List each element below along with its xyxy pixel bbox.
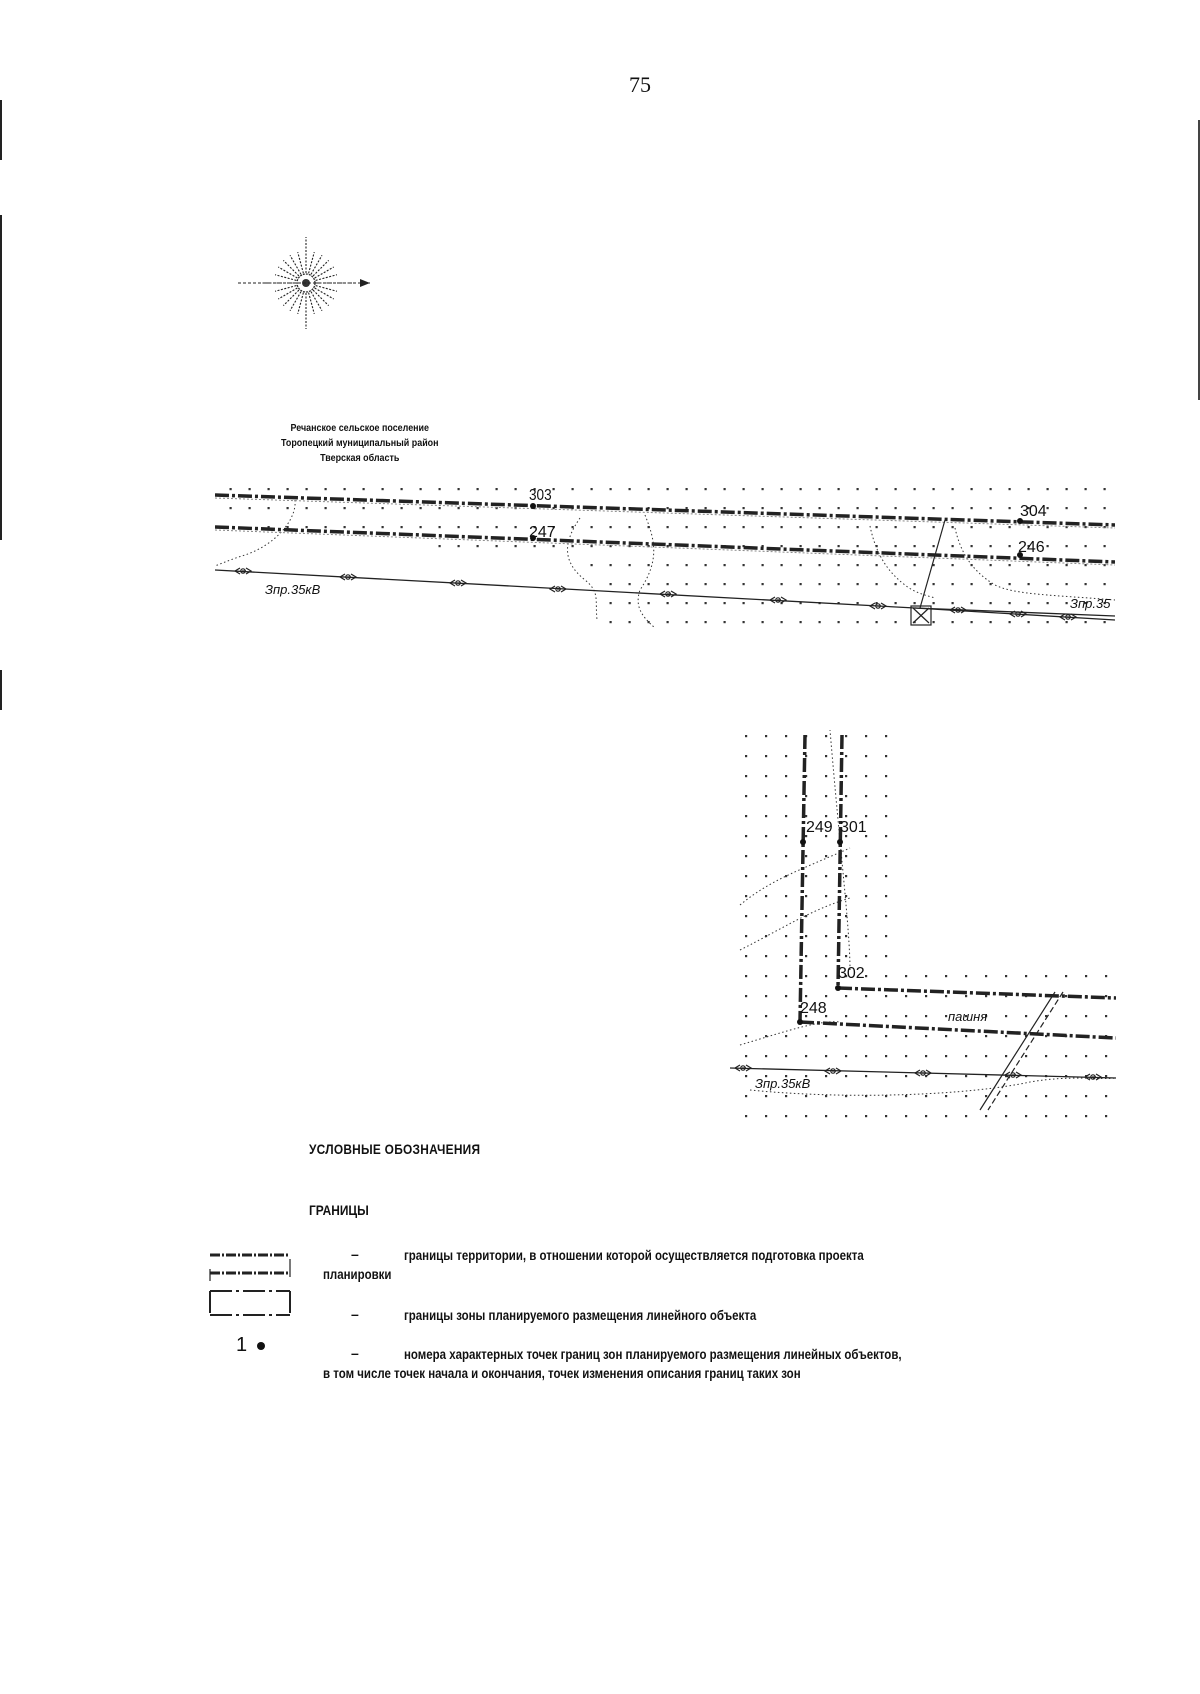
point-249: [800, 839, 806, 845]
locality-caption: [262, 421, 458, 466]
label-302: 302: [838, 965, 865, 982]
legend-dash-3: –: [351, 1345, 359, 1361]
legend-item1-line2: планировки: [323, 1267, 392, 1282]
locality-settlement: Речанское сельское поселение: [290, 422, 430, 434]
vegetation-contour: [740, 898, 850, 950]
legend-dash-1: –: [351, 1246, 359, 1262]
label-248: 248: [800, 1000, 827, 1017]
legend-item3-line2: в том числе точек начала и окончания, точек изменения описания границ таких зон: [323, 1366, 801, 1381]
locality-district: Торопецкий муниципальный район: [280, 437, 439, 449]
page-number: 75: [629, 72, 651, 97]
label-powerline: Зпр.35кВ: [755, 1076, 811, 1091]
point-marker-icon: [257, 1342, 265, 1350]
legend-section-title: ГРАНИЦЫ: [309, 1202, 369, 1218]
label-247: 247: [529, 524, 556, 541]
territory-boundary-top: [838, 988, 1116, 998]
vegetation-contour: [740, 1022, 840, 1045]
label-303: 303: [529, 487, 552, 505]
legend-title: УСЛОВНЫЕ ОБОЗНАЧЕНИЯ: [309, 1141, 481, 1157]
legend-item2: границы зоны планируемого размещения линейного объекта: [404, 1308, 757, 1323]
map-fragment-corner: [730, 730, 1120, 1120]
label-powerline-cut: Зпр.35: [1070, 596, 1111, 611]
label-301: 301: [840, 819, 867, 836]
legend-point-number: 1: [236, 1334, 248, 1356]
territory-boundary: [215, 495, 1115, 525]
legend-symbol-point: [236, 1334, 265, 1357]
map-fragment-corridor: [215, 480, 1120, 655]
legend-dash-2: –: [351, 1306, 359, 1322]
locality-region: Тверская область: [320, 452, 400, 464]
zone-boundary-right: [838, 735, 842, 988]
territory-boundary-bottom: [800, 1022, 1116, 1038]
label-field: пашня: [948, 1009, 988, 1024]
label-powerline: Зпр.35кВ: [265, 582, 321, 597]
point-301: [837, 839, 843, 845]
scan-edge-left-2: [0, 215, 2, 540]
vegetation-contour: [870, 526, 935, 598]
point-302: [835, 985, 841, 991]
scan-edge-left-3: [0, 670, 2, 710]
vegetation-contour: [568, 518, 598, 620]
scan-edge-left-1: [0, 100, 2, 160]
point-248: [797, 1019, 803, 1025]
legend-symbol-zone: [208, 1288, 293, 1318]
vegetation-contour: [638, 515, 655, 628]
label-249: 249: [806, 819, 833, 836]
compass-rose-icon: [230, 230, 380, 330]
label-304: 304: [1020, 503, 1047, 520]
label-246: 246: [1018, 539, 1045, 556]
vegetation-contour: [740, 848, 850, 905]
zone-boundary-left: [800, 735, 805, 1022]
zone-boundary: [215, 527, 1115, 562]
legend-item3-line1: номера характерных точек границ зон планируемого размещения линейных объектов,: [404, 1347, 902, 1362]
legend-item1-line1: границы территории, в отношении которой осуществляется подготовка проекта: [404, 1248, 864, 1263]
legend-symbol-territory: [208, 1251, 293, 1283]
